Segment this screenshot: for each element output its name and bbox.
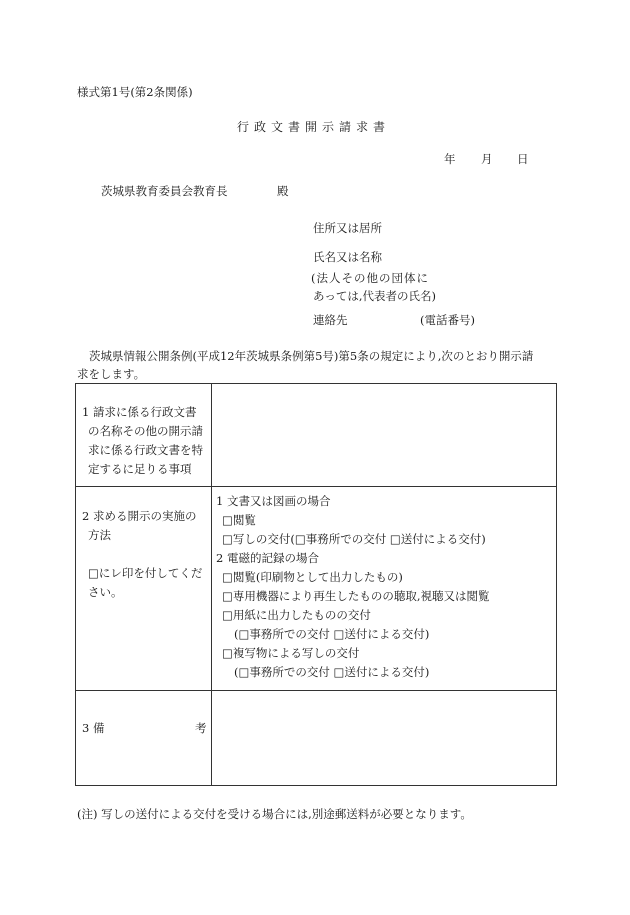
remarks-label-right: 考 bbox=[195, 721, 207, 735]
option-view[interactable]: □閲覧 bbox=[222, 513, 256, 527]
document-details-label-line: 求に係る行政文書を特 bbox=[88, 443, 203, 457]
address-label: 住所又は居所 bbox=[313, 221, 382, 235]
option-copy-delivery[interactable]: □写しの交付(□事務所での交付 □送付による交付) bbox=[222, 532, 486, 546]
option-paper-output-delivery[interactable]: (□事務所での交付 □送付による交付) bbox=[234, 627, 430, 641]
disclosure-method-label-line: 方法 bbox=[88, 528, 111, 542]
option-paper-output[interactable]: □用紙に出力したものの交付 bbox=[222, 608, 371, 622]
remarks-label-cell bbox=[76, 691, 212, 786]
document-details-label-line: 1 請求に係る行政文書 bbox=[82, 405, 197, 419]
request-table bbox=[75, 383, 557, 786]
document-details-label-line: 定するに足りる事項 bbox=[88, 462, 192, 476]
document-details-label-line: の名称その他の開示請 bbox=[88, 424, 203, 438]
addressee: 茨城県教育委員会教育長 bbox=[101, 184, 228, 198]
date-year-label: 年 bbox=[444, 152, 456, 166]
form-number: 様式第1号(第2条関係) bbox=[77, 85, 193, 99]
form-title: 行政文書開示請求書 bbox=[237, 120, 391, 134]
disclosure-method-label-cell bbox=[76, 487, 212, 691]
footnote: (注) 写しの送付による交付を受ける場合には,別途郵送料が必要となります。 bbox=[77, 807, 472, 821]
addressee-honorific: 殿 bbox=[277, 184, 289, 198]
row-remarks bbox=[76, 691, 557, 786]
option-view-printout[interactable]: □閲覧(印刷物として出力したもの) bbox=[222, 570, 403, 584]
option-duplicate-copy-delivery[interactable]: (□事務所での交付 □送付による交付) bbox=[234, 665, 430, 679]
date-month-label: 月 bbox=[481, 152, 493, 166]
option-duplicate-copy[interactable]: □複写物による写しの交付 bbox=[222, 646, 360, 660]
corp-note-line-1: (法人その他の団体に bbox=[311, 271, 429, 285]
remarks-label-left: 3 備 bbox=[82, 721, 105, 735]
checkbox-instruction-line: □にレ印を付してくだ bbox=[88, 566, 203, 580]
intro-line-2: 求をします。 bbox=[77, 367, 146, 381]
row-disclosure-method bbox=[76, 487, 557, 691]
phone-label: (電話番号) bbox=[420, 313, 475, 327]
intro-line-1: 茨城県情報公開条例(平成12年茨城県条例第5号)第5条の規定により,次のとおり開示請 bbox=[89, 349, 534, 363]
section-heading-documents: 1 文書又は図画の場合 bbox=[216, 494, 331, 508]
option-playback-device[interactable]: □専用機器により再生したものの聴取,視聴又は閲覧 bbox=[222, 589, 490, 603]
document-details-input-cell[interactable] bbox=[212, 384, 557, 487]
date-day-label: 日 bbox=[517, 152, 529, 166]
row-document-details bbox=[76, 384, 557, 487]
disclosure-method-options-cell bbox=[212, 487, 557, 691]
checkbox-instruction-line: さい。 bbox=[88, 585, 123, 599]
remarks-input-cell[interactable] bbox=[212, 691, 557, 786]
disclosure-method-label-line: 2 求める開示の実施の bbox=[82, 509, 197, 523]
name-label: 氏名又は名称 bbox=[313, 250, 382, 264]
contact-label: 連絡先 bbox=[313, 313, 348, 327]
section-heading-electronic: 2 電磁的記録の場合 bbox=[216, 551, 319, 565]
document-details-label-cell bbox=[76, 384, 212, 487]
corp-note-line-2: あっては,代表者の氏名) bbox=[313, 289, 437, 303]
